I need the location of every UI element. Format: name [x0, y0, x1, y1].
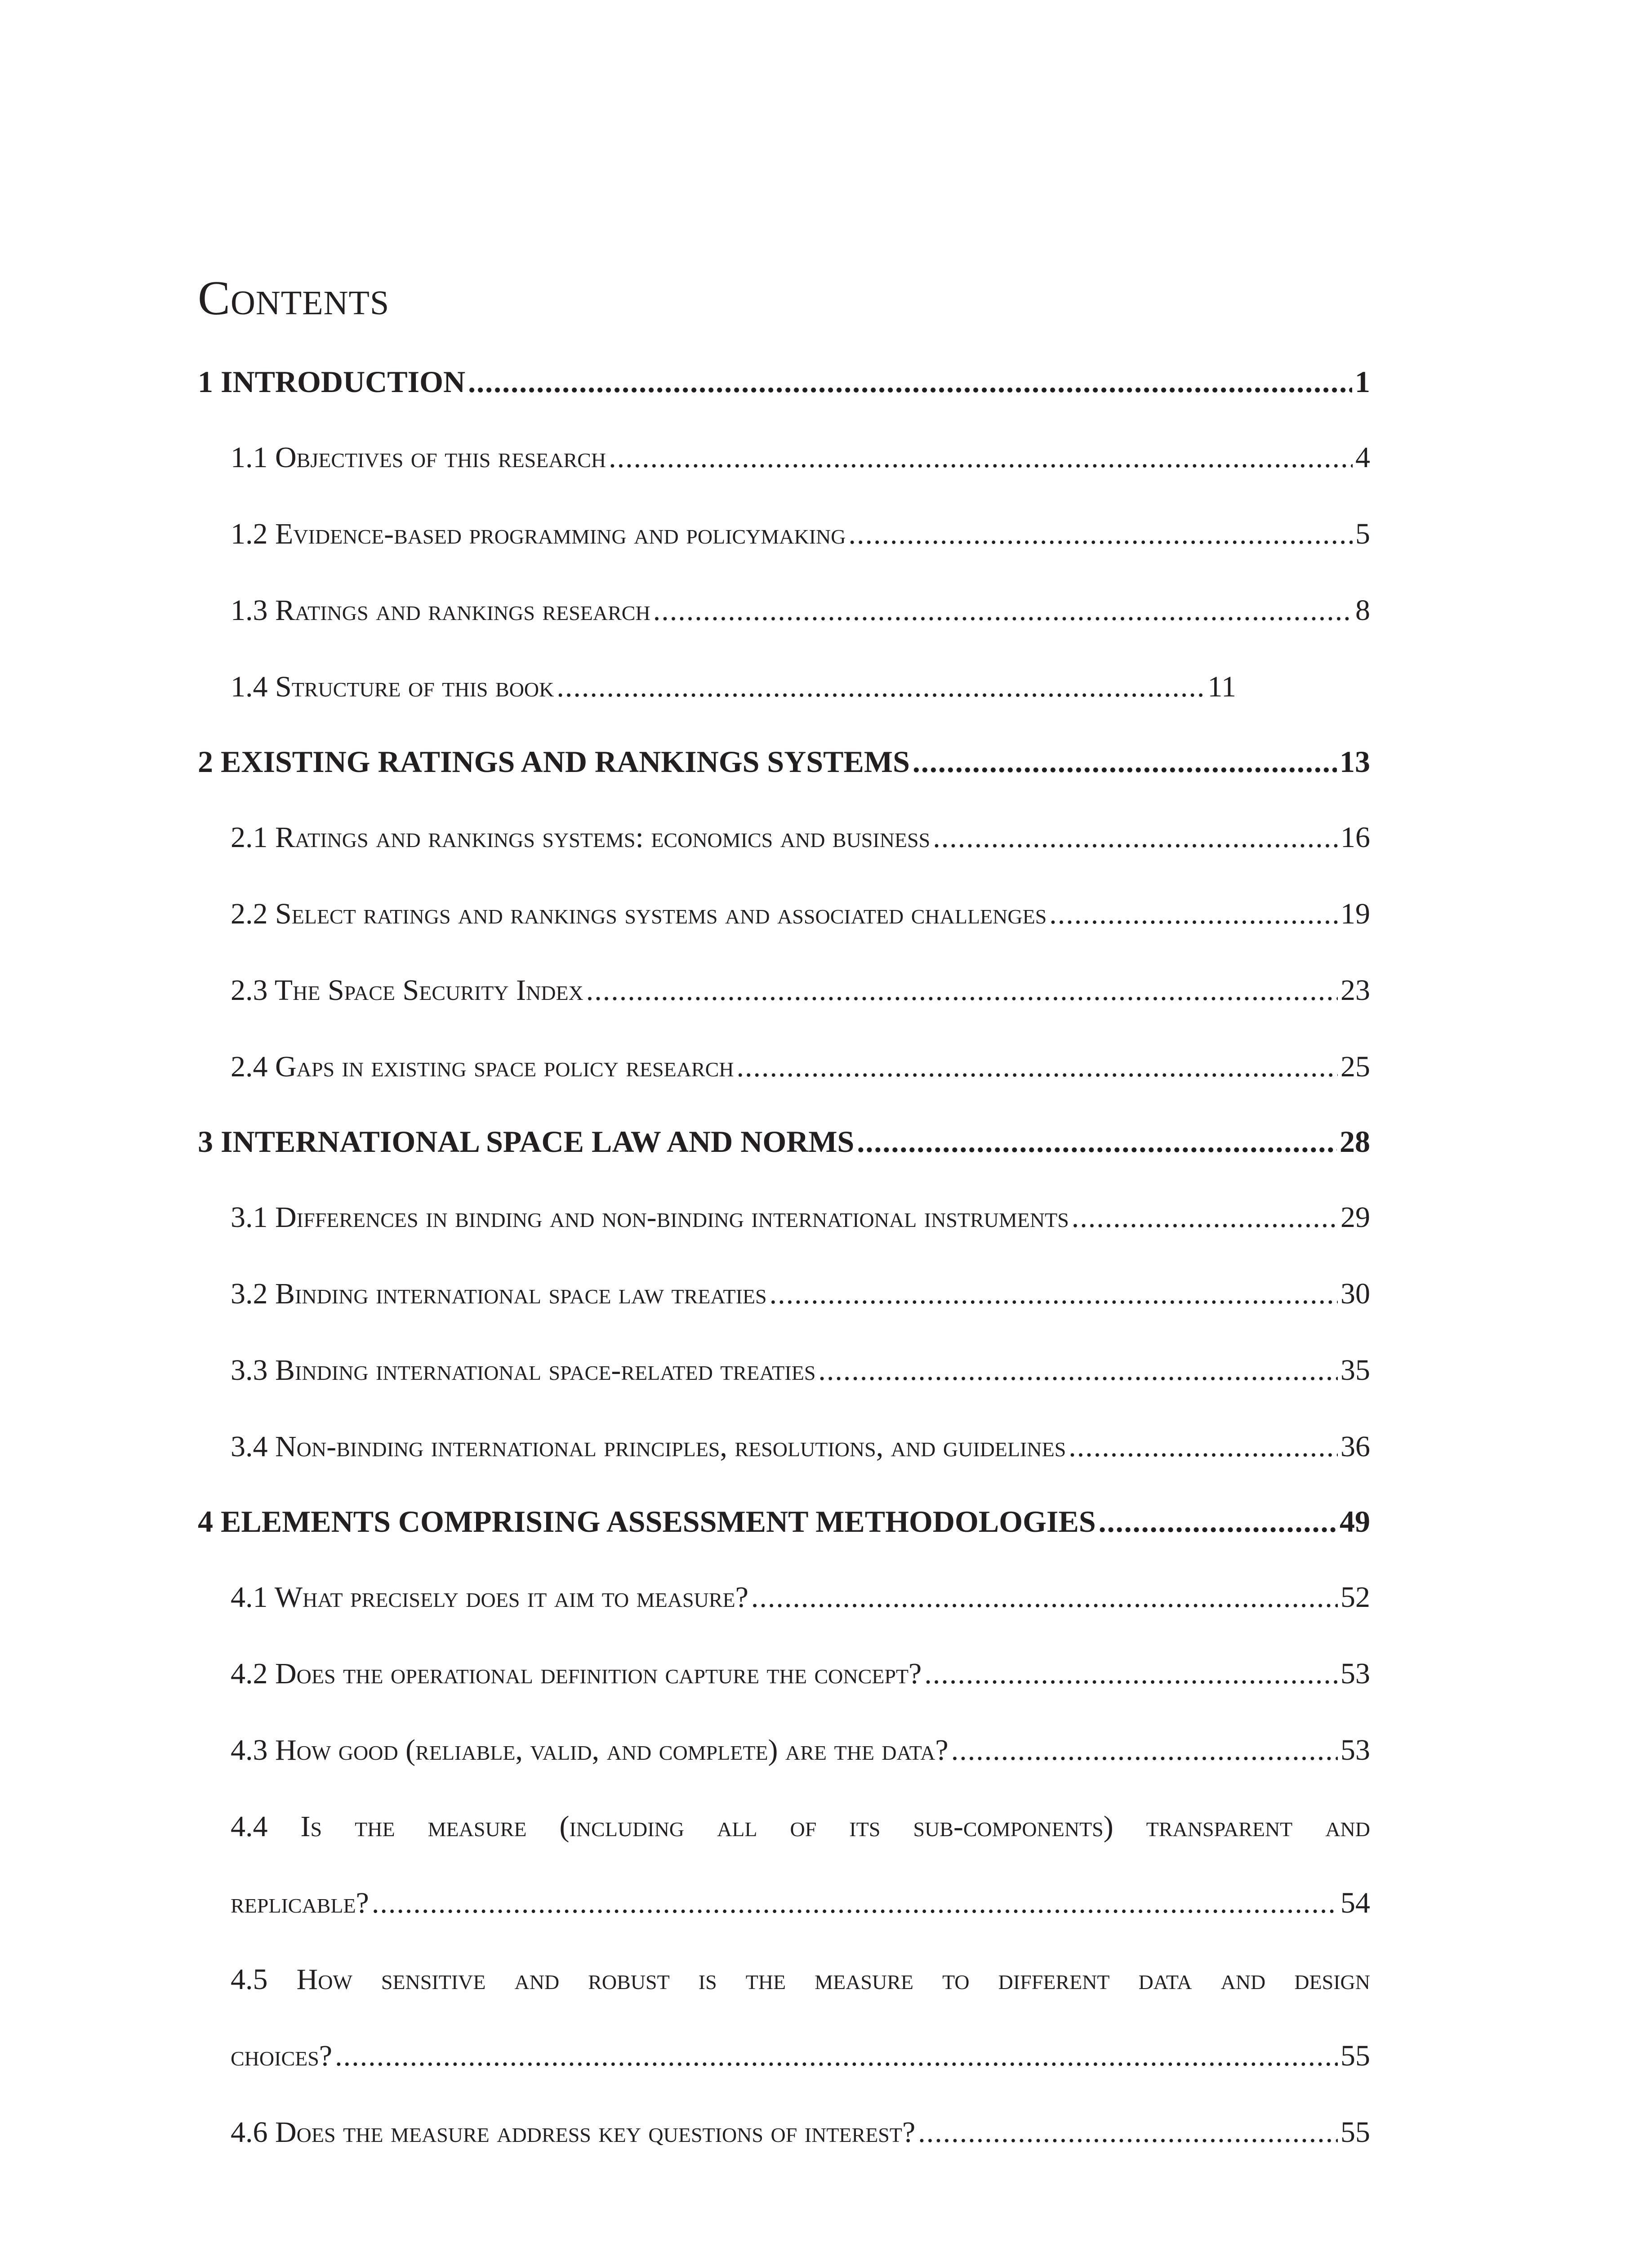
- toc-section-1-3[interactable]: [231, 593, 1370, 638]
- toc-page-number: 52: [1340, 1581, 1370, 1614]
- toc-entry-title: 3.2 Binding international space law treaties: [231, 1277, 767, 1310]
- toc-entry-title: 2.4 Gaps in existing space policy research: [231, 1050, 734, 1083]
- toc-page-number: 55: [1340, 2116, 1370, 2149]
- toc-section-3-4[interactable]: [231, 1430, 1370, 1475]
- toc-page-number: 49: [1340, 1504, 1370, 1539]
- toc-entry-title: 3.1 Differences in binding and non-binding international instruments: [231, 1201, 1069, 1234]
- toc-entry-title: 4.2 Does the operational definition capture the concept?: [231, 1657, 922, 1690]
- dot-leader: [1072, 1200, 1338, 1235]
- toc-section-3-1[interactable]: [231, 1200, 1370, 1245]
- toc-page-number: 8: [1355, 594, 1370, 627]
- toc-section-4-2[interactable]: [231, 1657, 1370, 1702]
- dot-leader: [557, 670, 1205, 704]
- toc-entry-title-continued: choices?: [231, 2039, 333, 2072]
- toc-entry-title: 3.3 Binding international space-related treaties: [231, 1354, 816, 1387]
- toc-chapter-2[interactable]: [198, 744, 1370, 789]
- toc-section-4-6[interactable]: [231, 2115, 1370, 2160]
- toc-page-number: 23: [1340, 974, 1370, 1007]
- toc-entry-title: 2.1 Ratings and rankings systems: economics and business: [231, 821, 931, 854]
- toc-page-number: 53: [1340, 1734, 1370, 1766]
- dot-leader: [653, 593, 1353, 628]
- toc-chapter-1[interactable]: [198, 364, 1370, 409]
- toc-entry-title: 4 ELEMENTS COMPRISING ASSESSMENT METHODOLOGIES: [198, 1504, 1096, 1539]
- toc-section-1-2[interactable]: [231, 517, 1370, 562]
- toc-section-4-3[interactable]: [231, 1733, 1370, 1778]
- dot-leader: [609, 441, 1353, 475]
- toc-section-4-4-line1[interactable]: [231, 1810, 1370, 1855]
- toc-section-4-5-line2[interactable]: [231, 2039, 1370, 2084]
- toc-page-number: 13: [1340, 745, 1370, 779]
- toc-entry-title: 1.4 Structure of this book: [231, 670, 554, 703]
- dot-leader: [751, 1580, 1338, 1615]
- toc-entry-title: 1.1 Objectives of this research: [231, 441, 606, 474]
- dot-leader: [951, 1733, 1338, 1767]
- toc-page-number: 36: [1340, 1430, 1370, 1463]
- toc-entry-title: 4.5 How sensitive and robust is the measure to different data and design: [231, 1963, 1370, 1996]
- dot-leader: [1049, 897, 1338, 931]
- toc-page-number: 16: [1340, 821, 1370, 854]
- toc-entry-title: 1 INTRODUCTION: [198, 365, 466, 399]
- dot-leader: [849, 517, 1353, 551]
- dot-leader: [818, 1353, 1338, 1387]
- toc-entry-title: 4.6 Does the measure address key questions of interest?: [231, 2116, 916, 2149]
- toc-page-number: 54: [1340, 1887, 1370, 1919]
- toc-chapter-4[interactable]: [198, 1504, 1370, 1549]
- toc-entry-title: 2 EXISTING RATINGS AND RANKINGS SYSTEMS: [198, 745, 910, 779]
- dot-leader: [737, 1050, 1338, 1084]
- toc-section-3-2[interactable]: [231, 1277, 1370, 1322]
- dot-leader: [770, 1277, 1338, 1311]
- toc-section-4-4-line2[interactable]: [231, 1886, 1370, 1931]
- dot-leader: [913, 744, 1337, 780]
- toc-page-number: 35: [1340, 1354, 1370, 1387]
- dot-leader: [1069, 1430, 1338, 1464]
- toc-entry-title: 1.3 Ratings and rankings research: [231, 594, 650, 627]
- toc-chapter-3[interactable]: [198, 1124, 1370, 1169]
- toc-section-1-4[interactable]: [231, 670, 1236, 715]
- toc-page-number: 25: [1340, 1050, 1370, 1083]
- toc-entry-title: 1.2 Evidence-based programming and policymaking: [231, 517, 846, 550]
- toc-page-number: 4: [1355, 441, 1370, 474]
- dot-leader: [1099, 1504, 1337, 1539]
- dot-leader: [586, 973, 1338, 1008]
- toc-section-3-3[interactable]: [231, 1353, 1370, 1398]
- toc-entry-title: 2.2 Select ratings and rankings systems and associated challenges: [231, 897, 1047, 930]
- dot-leader: [372, 1886, 1338, 1920]
- toc-entry-title: 4.3 How good (reliable, valid, and complete) are the data?: [231, 1734, 948, 1766]
- toc-page-number: 53: [1340, 1657, 1370, 1690]
- dot-leader: [468, 364, 1352, 400]
- toc-page-number: 19: [1340, 897, 1370, 930]
- toc-entry-title: 2.3 The Space Security Index: [231, 974, 583, 1007]
- dot-leader: [857, 1124, 1337, 1160]
- toc-section-2-3[interactable]: [231, 973, 1370, 1018]
- dot-leader: [924, 1657, 1338, 1691]
- dot-leader: [933, 821, 1338, 855]
- toc-entry-title-continued: replicable?: [231, 1887, 369, 1919]
- dot-leader: [918, 2115, 1338, 2150]
- toc-page-number: 1: [1355, 365, 1370, 399]
- toc-page-number: 30: [1340, 1277, 1370, 1310]
- toc-entry-title: 3.4 Non-binding international principles, resolutions, and guidelines: [231, 1430, 1066, 1463]
- toc-page-number: 29: [1340, 1201, 1370, 1234]
- toc-page-number: 55: [1340, 2039, 1370, 2072]
- toc-section-2-1[interactable]: [231, 821, 1370, 865]
- toc-section-4-5-line1[interactable]: [231, 1963, 1370, 2007]
- toc-section-1-1[interactable]: [231, 441, 1370, 486]
- toc-entry-title: 3 INTERNATIONAL SPACE LAW AND NORMS: [198, 1124, 855, 1159]
- toc-entry-title: 4.4 Is the measure (including all of its sub-components) transparent and: [231, 1810, 1370, 1843]
- toc-page-number: 5: [1355, 517, 1370, 550]
- toc-section-2-4[interactable]: [231, 1050, 1370, 1095]
- toc-section-2-2[interactable]: [231, 897, 1370, 942]
- dot-leader: [335, 2039, 1338, 2073]
- toc-section-4-1[interactable]: [231, 1580, 1370, 1625]
- toc-page-number: 28: [1340, 1124, 1370, 1159]
- toc-entry-title: 4.1 What precisely does it aim to measure?: [231, 1581, 748, 1614]
- contents-heading: Contents: [198, 272, 390, 325]
- toc-page-number: 11: [1207, 670, 1236, 703]
